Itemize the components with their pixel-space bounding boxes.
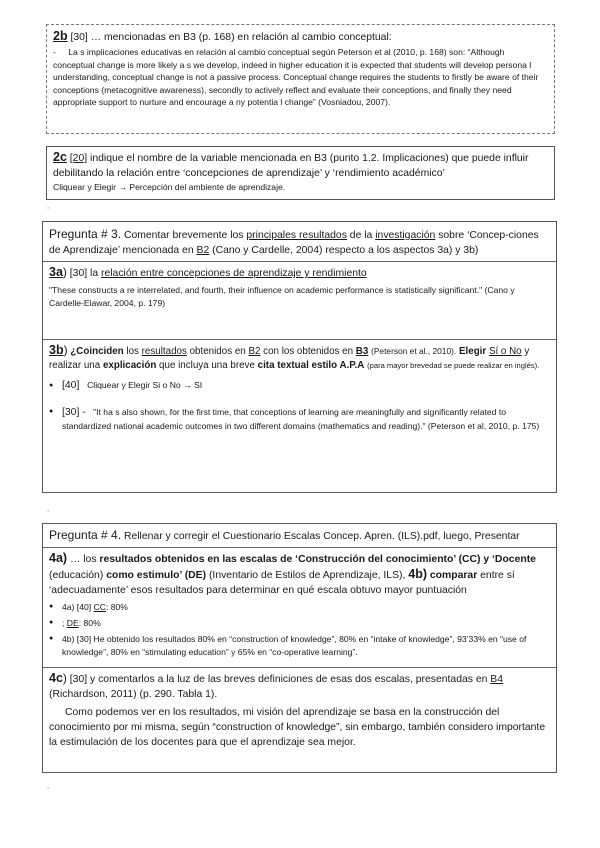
- box-2c: [46, 146, 555, 200]
- p4-c-answer: Como podemos ver en los resultados, mi visión del aprendizaje se basa en la construcción del conocimiento por mi misma, según “construction of knowledge”, sin embargo, también considero importante la estimulación de los docentes para que el aprendizaje sea mejor.: [49, 707, 546, 748]
- box-pregunta-4: [42, 523, 557, 773]
- p3-text-d: investigación: [375, 230, 436, 241]
- p3-3b: 3b) ¿Coinciden los resultados obtenidos en B2 con los obtenidos en B3 (Peterson et al., 2010). Elegir Sí o No y realizar una explicación que incluya una breve cita textual estilo A.P.A (para mayor brevedad se puede realizar en inglés). ● [40] Cliquear y Elegir Si o No → SI ● [30] - "It ha s also shown, for the first time, that conceptions of learning are meaningfully and significantly related to standardized national academic outcomes in two different domains (mathematics and reading)." (Peterson et al, 2010, p. 175): [43, 339, 556, 433]
- p4-4c: 4c) [30] y comentarlos a la luz de las breves definiciones de esas dos escalas, presentadas en B4 (Richardson, 2011) (p. 290. Tabla 1). Como podemos ver en los resultados, mi visión del aprendizaje se basa en la construcción del conocimiento por mi misma, según “construction of knowledge”, sin embargo, también considero importante la estimulación de los docentes para que el aprendizaje sea mejor.: [43, 667, 556, 750]
- p4-heading: Pregunta # 4.: [49, 528, 122, 542]
- paragraph-mark: ◦: [47, 205, 50, 212]
- p3-heading: Pregunta # 3.: [49, 227, 122, 241]
- p3-a-points: [30] la: [69, 268, 99, 279]
- q2c-answer: Cliquear y Elegir → Percepción del ambiente de aprendizaje.: [53, 182, 286, 192]
- p3-a-topic: relación entre concepciones de aprendizaje y rendimiento: [101, 268, 367, 279]
- p3-text-c: de la: [349, 230, 373, 241]
- paragraph-mark: ◦: [47, 785, 50, 792]
- p3-a-quote: "These constructs a re interrelated, and fourth, their influence on academic performance is statistically significant." (Cano y Cardelle-Elawar, 2004, p. 179): [49, 285, 515, 308]
- q2b-points: [30]: [70, 32, 88, 43]
- p4-b-result: ● 4b) [30] He obtenido los resultados 80% en “construction of knowledge”, 80% en “intake of knowledge”, 93’33% en “use of knowledge”, 80% en “stimulating education” y 65% en “co-operative learning”.: [49, 633, 550, 658]
- q2b-quote-para: [53, 46, 548, 109]
- p4-text: Rellenar y corregir el Cuestionario Escalas Concep. Apren. (ILS).pdf, luego, Presentar: [123, 531, 520, 542]
- paragraph-mark: ◦: [47, 508, 50, 515]
- p3-text-f: (Cano y Cardelle, 2004) respecto a los aspectos 3a) y 3b): [212, 245, 479, 256]
- p3-text-e: sobre ‘Concep-ciones de Aprendizaje’ mencionada en: [49, 230, 539, 256]
- q2c-para: [53, 150, 548, 181]
- q2c-points: [20]: [69, 153, 88, 164]
- q2b-intro-line: [53, 29, 548, 45]
- q2c-text: indique el nombre de la variable mencionada en B3 (punto 1.2. Implicaciones) que puede influir debilitando la relación entre ‘concepciones de aprendizaje’ y ‘rendimiento académico’: [53, 153, 529, 179]
- box-pregunta-3: [42, 221, 557, 493]
- q2c-label: 2c: [53, 150, 67, 164]
- p3-b-label: 3b: [49, 343, 64, 357]
- p3-ref: B2: [196, 245, 210, 256]
- box-2b: [46, 24, 555, 134]
- p3-text-b: principales resultados: [246, 230, 347, 241]
- p4-de-result: ● ; DE: 80%: [49, 617, 550, 630]
- p4-cc-result: ● 4a) [40] CC: 80%: [49, 601, 550, 614]
- p3-text-a: Comentar brevemente los: [123, 230, 244, 241]
- p4-4a: 4a) … los resultados obtenidos en las escalas de ‘Construcción del conocimiento’ (CC) y ‘Docente (educación) como estimulo’ (DE) (Inventario de Estilos de Aprendizaje, ILS), 4b) comparar entre sí ‘adecuadamente’ esos resultados para determinar en qué escala obtuvo mayor puntuación ● 4a) [40] CC: 80% ● ; DE: 80% ● 4b) [30] He obtenido los resultados 80% en “construction of knowledge”, 80% en “intake of knowledge”, 93’33% en “use of knowledge”, 80% en “stimulating education” y 65% en “co-operative learning”.: [43, 547, 556, 667]
- p3-b-bullet-2: ● [30] - "It ha s also shown, for the first time, that conceptions of learning are meaningfully and significantly related to standardized national academic outcomes in two different domains (mathematics and reading)." (Peterson et al, 2010, p. 175): [49, 406, 550, 432]
- p3-a-label: 3a: [49, 265, 63, 279]
- q2b-intro: … mencionadas en B3 (p. 168) en relación al cambio conceptual:: [90, 32, 392, 43]
- q2b-dash: -: [53, 47, 56, 57]
- p3-b-bullet-1: ● [40] Cliquear y Elegir Si o No → SI: [49, 379, 550, 393]
- p3-3a: 3a) [30] la relación entre concepciones de aprendizaje y rendimiento "These constructs a re interrelated, and fourth, their influence on academic performance is statistically significant." (Cano y Cardelle-Elawar, 2004, p. 179): [43, 261, 556, 339]
- p3-b-q1: ¿Coinciden: [70, 346, 124, 357]
- q2b-quote: La s implicaciones educativas en relación al cambio conceptual según Peterson et al (2010, p. 168) son: “Although conceptual change is more likely a s we develop, indeed in higher education it is expected that students will develop persona l understanding, conceptual change is not a passive process. Conceptual change requires the students to firstly be aware of their conceptions (metacognitive awareness), secondly to actively reflect and evaluate their conceptions, and finally they need appropriate support to nurture and encourage a ny potentia l change” (Vosniadou, 2007).: [53, 47, 539, 108]
- p4-header: [43, 524, 556, 547]
- p3-header: [43, 222, 556, 261]
- q2b-label: 2b: [53, 29, 68, 43]
